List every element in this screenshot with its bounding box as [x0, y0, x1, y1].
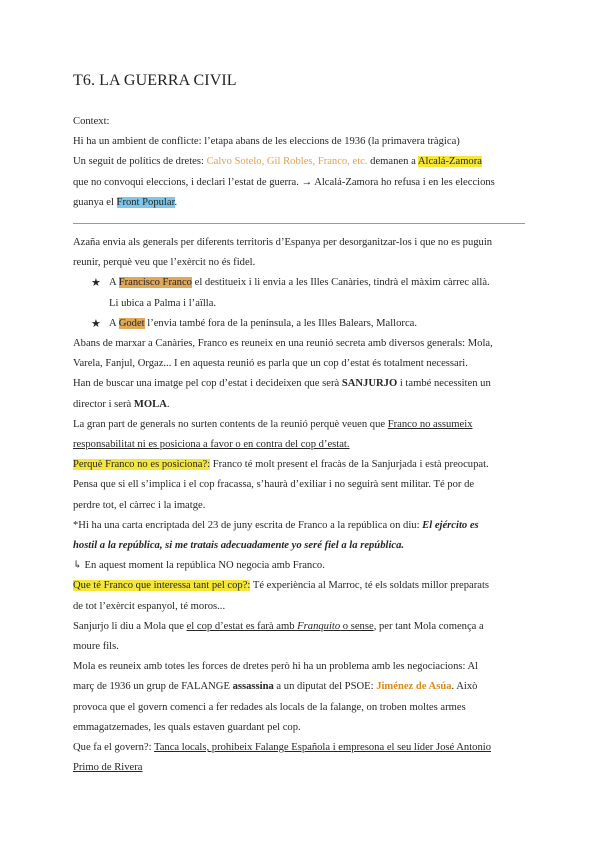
- paragraph-line: Abans de marxar a Canàries, Franco es reuneix en una reunió secreta amb diversos generals: Mola,: [73, 338, 493, 350]
- document-body: [73, 112, 533, 779]
- paragraph-line: Que fa el govern?: Tanca locals, prohibeix Falange Española i empresona el seu líder José Antonio: [73, 742, 491, 754]
- paragraph-line: moure fils.: [73, 641, 119, 653]
- paragraph-line: hostil a la república, si me tratais adecuadamente yo seré fiel a la república.: [73, 540, 405, 552]
- question-highlight: Que té Franco que interessa tant pel cop?:: [73, 580, 251, 592]
- paragraph-line: Azaña envia als generals per diferents territoris d’Espanya per desorganitzar-los i que no es puguin: [73, 237, 493, 249]
- paragraph-line: març de 1936 un grup de FALANGE assassina a un diputat del PSOE: Jiménez de Asúa. Això: [73, 681, 478, 693]
- paragraph-line: perdre tot, el càrrec i la imatge.: [73, 499, 206, 511]
- politicians-names: Calvo Sotelo, Gil Robles, Franco, etc.: [206, 156, 368, 168]
- horizontal-divider: [73, 223, 525, 224]
- paragraph-line: ↳ En aquest moment la república NO negocia amb Franco.: [73, 560, 325, 572]
- paragraph-line: Perquè Franco no es posiciona?: Franco té molt present el fracàs de la Sanjurjada i està preocupat.: [73, 459, 489, 471]
- bullet-item: ★ A Godet l’envia també fora de la península, a les Illes Balears, Mallorca.: [91, 314, 533, 334]
- paragraph-line: Primo de Rivera: [73, 762, 143, 774]
- paragraph-line: reunir, perquè veu que l’exèrcit no és fidel.: [73, 257, 256, 269]
- highlight-godet: Godet: [118, 317, 145, 329]
- name-jimenez-de-asua: Jiménez de Asúa: [376, 681, 452, 693]
- paragraph-line: Que té Franco que interessa tant pel cop?: Té experiència al Marroc, té els soldats millor preparats: [73, 580, 490, 592]
- paragraph-line: provoca que el govern comenci a fer redades als locals de la falange, on troben moltes armes: [73, 701, 466, 713]
- paragraph-line: Sanjurjo li diu a Mola que el cop d’estat es farà amb Franquito o sense, per tant Mola comença a: [73, 620, 484, 632]
- bullet-item: ★ A Francisco Franco el destitueix i li envia a les Illes Canàries, tindrà el màxim càrrec allà. Li ubica a Palma i l’aïlla.: [91, 273, 533, 313]
- paragraph-line: responsabilitat ni es posiciona a favor o en contra del cop d’estat.: [73, 439, 350, 451]
- paragraph-line: Pensa que si ell s’implica i el cop fracassa, s’haurà d’exiliar i no seguirà sent militar. Té por de: [73, 479, 475, 491]
- highlight-front-popular: Front Popular: [116, 196, 175, 208]
- paragraph-line: La gran part de generals no surten contents de la reunió perquè veuen que Franco no assumeix: [73, 418, 473, 430]
- paragraph-line: emmagatzemades, les quals estaven guardant pel cop.: [73, 721, 301, 733]
- context-line: guanya el Front Popular.: [73, 196, 178, 208]
- paragraph-line: director i serà MOLA.: [73, 398, 170, 410]
- context-line: Un seguit de polítics de dretes: Calvo Sotelo, Gil Robles, Franco, etc. demanen a Alcalá-Zamora: [73, 156, 482, 168]
- star-icon: ★: [91, 317, 101, 330]
- highlight-francisco-franco: Francisco Franco: [118, 277, 192, 289]
- paragraph-line: *Hi ha una carta encriptada del 23 de juny escrita de Franco a la república on diu: El ejército es: [73, 519, 479, 531]
- star-icon: ★: [91, 277, 101, 290]
- paragraph-line: Varela, Fanjul, Orgaz... I en aquesta reunió es parla que un cop d’estat és totalment necessari.: [73, 358, 468, 370]
- paragraph-line: Mola es reuneix amb totes les forces de dretes però hi ha un problema amb les negociacions: Al: [73, 661, 479, 673]
- context-line: que no convoqui eleccions, i declari l’estat de guerra. → Alcalá-Zamora ho refusa i en les eleccions: [73, 176, 495, 188]
- page-title: T6. LA GUERRA CIVIL: [73, 72, 237, 89]
- context-heading: Context:: [73, 116, 110, 127]
- question-highlight: Perquè Franco no es posiciona?:: [73, 459, 211, 471]
- paragraph-line: Han de buscar una imatge pel cop d’estat i decideixen que serà SANJURJO i també necessiten un: [73, 378, 491, 390]
- paragraph-line: de tot l’exèrcit espanyol, té moros...: [73, 600, 226, 612]
- highlight-alcala-zamora: Alcalá-Zamora: [417, 156, 482, 168]
- context-line: Hi ha un ambient de conflicte: l’etapa abans de les eleccions de 1936 (la primavera tràgica): [73, 136, 460, 148]
